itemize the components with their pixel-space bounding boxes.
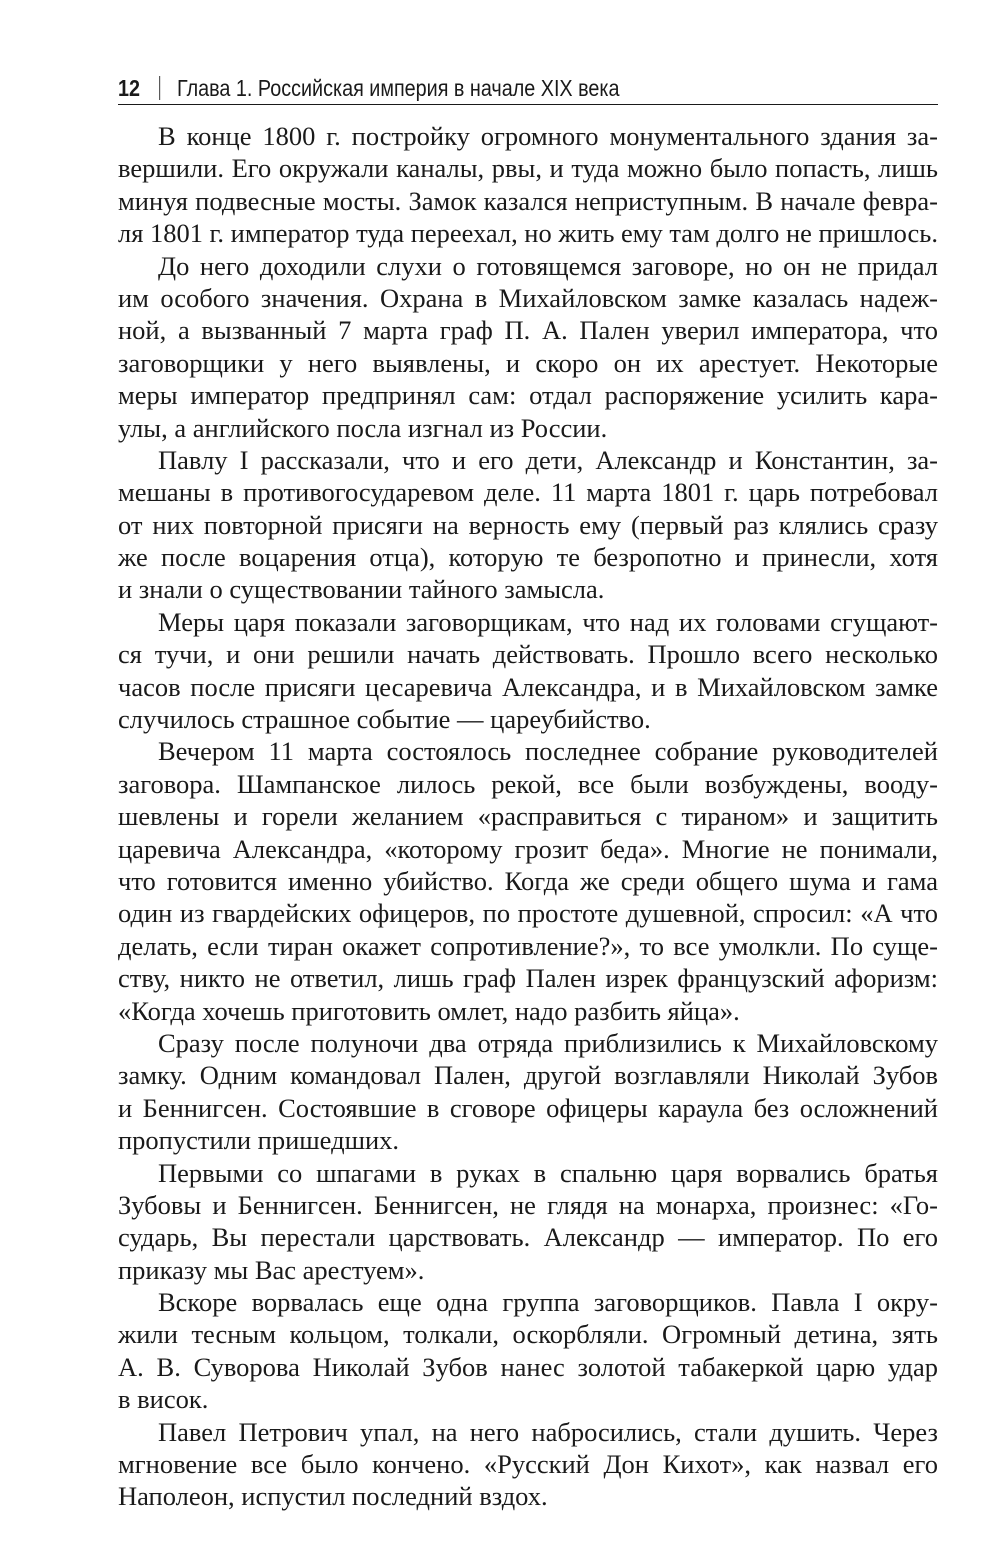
running-header bbox=[118, 70, 823, 106]
paragraph bbox=[118, 444, 938, 606]
text-line: Наполеон, испустил последний вздох. bbox=[118, 1481, 548, 1512]
text-line: же после воцарения отца), которую те безропотно и принесли, хотя bbox=[118, 542, 938, 573]
paragraph bbox=[118, 1416, 938, 1513]
text-line: Павлу I рассказали, что и его дети, Александр и Константин, за- bbox=[158, 444, 938, 475]
text-line: делать, если тиран окажет сопротивление?», то все умолкли. По суще- bbox=[118, 930, 938, 961]
text-line: в висок. bbox=[118, 1384, 209, 1415]
chapter-title: Глава 1. Российская империя в начале XIX века bbox=[176, 75, 620, 101]
header-separator bbox=[159, 76, 160, 100]
text-line: ся тучи, и они решили начать действовать. Прошло всего несколько bbox=[118, 639, 938, 670]
text-line: Павел Петрович упал, на него набросились, стали душить. Через bbox=[158, 1416, 938, 1447]
text-line: Меры царя показали заговорщикам, что над их головами сгущают- bbox=[158, 606, 938, 637]
page-number: 12 bbox=[118, 75, 141, 101]
paragraph bbox=[118, 1027, 938, 1157]
text-line: и Беннигсен. Состоявшие в сговоре офицеры караула без осложнений bbox=[118, 1092, 938, 1123]
text-line: ной, а вызванный 7 марта граф П. А. Пален уверил императора, что bbox=[118, 315, 938, 346]
text-line: Зубовы и Беннигсен. Беннигсен, не глядя на монарха, произнес: «Го- bbox=[118, 1189, 938, 1220]
text-line: один из гвардейских офицеров, по простоте душевной, спросил: «А что bbox=[118, 898, 938, 929]
text-line: Сразу после полуночи два отряда приблизились к Михайловскому bbox=[158, 1027, 938, 1058]
text-line: замку. Одним командовал Пален, другой возглавляли Николай Зубов bbox=[118, 1060, 938, 1091]
text-line: шевлены и горели желанием «расправиться с тираном» и защитить bbox=[118, 801, 938, 832]
text-line: и знали о существовании тайного замысла. bbox=[118, 574, 605, 605]
text-line: Первыми со шпагами в руках в спальню царя ворвались братья bbox=[158, 1157, 938, 1188]
text-line: приказу мы Вас арестуем». bbox=[118, 1254, 425, 1285]
text-line: царевича Александра, «которому грозит беда». Многие не понимали, bbox=[118, 833, 938, 864]
text-line: случилось страшное событие — цареубийство. bbox=[118, 704, 651, 735]
text-line: минуя подвесные мосты. Замок казался неприступным. В начале февра- bbox=[118, 185, 938, 216]
text-line: ля 1801 г. император туда переехал, но жить ему там долго не пришлось. bbox=[118, 218, 938, 249]
text-line: сударь, Вы перестали царствовать. Александр — император. По его bbox=[118, 1222, 938, 1253]
text-line: меры император предпринял сам: отдал распоряжение усилить кара- bbox=[118, 380, 938, 411]
paragraph bbox=[118, 120, 938, 250]
body-text bbox=[118, 120, 938, 1513]
text-line: ству, никто не ответил, лишь граф Пален изрек французский афоризм: bbox=[118, 963, 938, 994]
text-line: заговорщики у него выявлены, и скоро он их арестует. Некоторые bbox=[118, 347, 938, 378]
text-line: жили тесным кольцом, толкали, оскорбляли. Огромный детина, зять bbox=[118, 1319, 938, 1350]
text-line: заговора. Шампанское лилось рекой, все были возбуждены, вооду- bbox=[118, 768, 938, 799]
text-line: мгновение все было кончено. «Русский Дон Кихот», как назвал его bbox=[118, 1449, 938, 1480]
text-line: им особого значения. Охрана в Михайловском замке казалась надеж- bbox=[118, 282, 938, 313]
paragraph bbox=[118, 1286, 938, 1416]
text-line: Вечером 11 марта состоялось последнее собрание руководителей bbox=[158, 736, 938, 767]
text-line: часов после присяги цесаревича Александра, и в Михайловском замке bbox=[118, 671, 938, 702]
paragraph bbox=[118, 735, 938, 1027]
text-line: А. В. Суворова Николай Зубов нанес золотой табакеркой царю удар bbox=[118, 1351, 938, 1382]
paragraph bbox=[118, 250, 938, 444]
paragraph bbox=[118, 1157, 938, 1287]
text-line: Вскоре ворвалась еще одна группа заговорщиков. Павла I окру- bbox=[158, 1287, 938, 1318]
text-line: пропустили пришедших. bbox=[118, 1125, 400, 1156]
text-line: До него доходили слухи о готовящемся заговоре, но он не придал bbox=[158, 250, 938, 281]
header-rule bbox=[118, 104, 938, 105]
text-line: «Когда хочешь приготовить омлет, надо разбить яйца». bbox=[118, 995, 740, 1026]
text-line: В конце 1800 г. постройку огромного монументального здания за- bbox=[158, 121, 938, 151]
text-line: от них повторной присяги на верность ему (первый раз клялись сразу bbox=[118, 509, 938, 540]
text-line: что готовится именно убийство. Когда же среди общего шума и гама bbox=[118, 865, 938, 896]
text-line: вершили. Его окружали каналы, рвы, и туда можно было попасть, лишь bbox=[118, 153, 938, 184]
paragraph bbox=[118, 606, 938, 736]
text-line: улы, а английского посла изгнал из России. bbox=[118, 412, 608, 443]
text-line: мешаны в противогосударевом деле. 11 марта 1801 г. царь потребовал bbox=[118, 477, 938, 508]
